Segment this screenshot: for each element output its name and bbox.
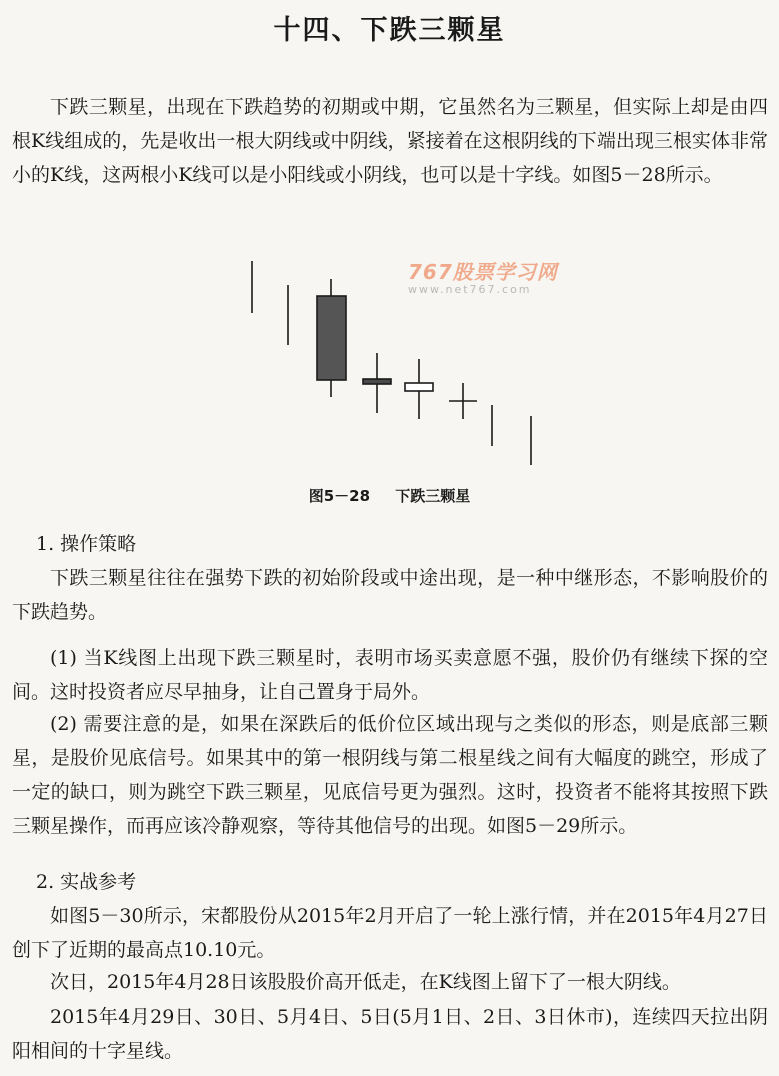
page-title: 十四、下跌三颗星 [273, 15, 506, 46]
watermark-url: www.net767.com [408, 283, 532, 296]
strategy-paragraph-2: (1) 当K线图上出现下跌三颗星时，表明市场买卖意愿不强，股价仍有继续下探的空间。这时投资者应尽早抽身，让自己置身于局外。 [12, 647, 768, 703]
figure-caption [0, 485, 779, 506]
watermark-title: 767股票学习网 [408, 260, 558, 284]
caption-number: 图5－28 [308, 487, 371, 505]
star-1-body [363, 379, 391, 384]
practice-paragraph-2: 次日，2015年4月28日该股股价高开低走，在K线图上留下了一根大阴线。 [50, 971, 681, 993]
practice-paragraph-3: 2015年4月29日、30日、5月4日、5日(5月1日、2日、3日休市)，连续四天拉出阴阳相间的十字星线。 [12, 1006, 768, 1062]
strategy-paragraph-3: (2) 需要注意的是，如果在深跌后的低价位区域出现与之类似的形态，则是底部三颗星，是股价见底信号。如果其中的第一根阴线与第二根星线之间有大幅度的跳空，形成了一定的缺口，则为跳空下跌三颗星，见底信号更为强烈。这时，投资者不能将其按照下跌三颗星操作，而再应该冷静观察，等待其他信号的出现。如图5－29所示。 [12, 713, 768, 837]
star-2-body [405, 383, 433, 391]
practice-paragraph-1: 如图5－30所示，宋都股份从2015年2月开启了一轮上涨行情，并在2015年4月27日创下了近期的最高点10.10元。 [12, 905, 768, 961]
caption-title: 下跌三颗星 [395, 487, 471, 505]
watermark [408, 256, 558, 296]
section-heading-practice: 2. 实战参考 [36, 871, 137, 893]
strategy-paragraph-1: 下跌三颗星往往在强势下跌的初始阶段或中途出现，是一种中继形态，不影响股价的下跌趋势。 [12, 567, 768, 623]
section-heading-strategy: 1. 操作策略 [36, 533, 137, 555]
big-bearish-candle-body [317, 296, 346, 380]
intro-paragraph: 下跌三颗星，出现在下跌趋势的初期或中期，它虽然名为三颗星，但实际上却是由四根K线组成的，先是收出一根大阴线或中阴线，紧接着在这根阴线的下端出现三根实体非常小的K线，这两根小K线可以是小阳线或小阴线，也可以是十字线。如图5－28所示。 [12, 96, 768, 186]
